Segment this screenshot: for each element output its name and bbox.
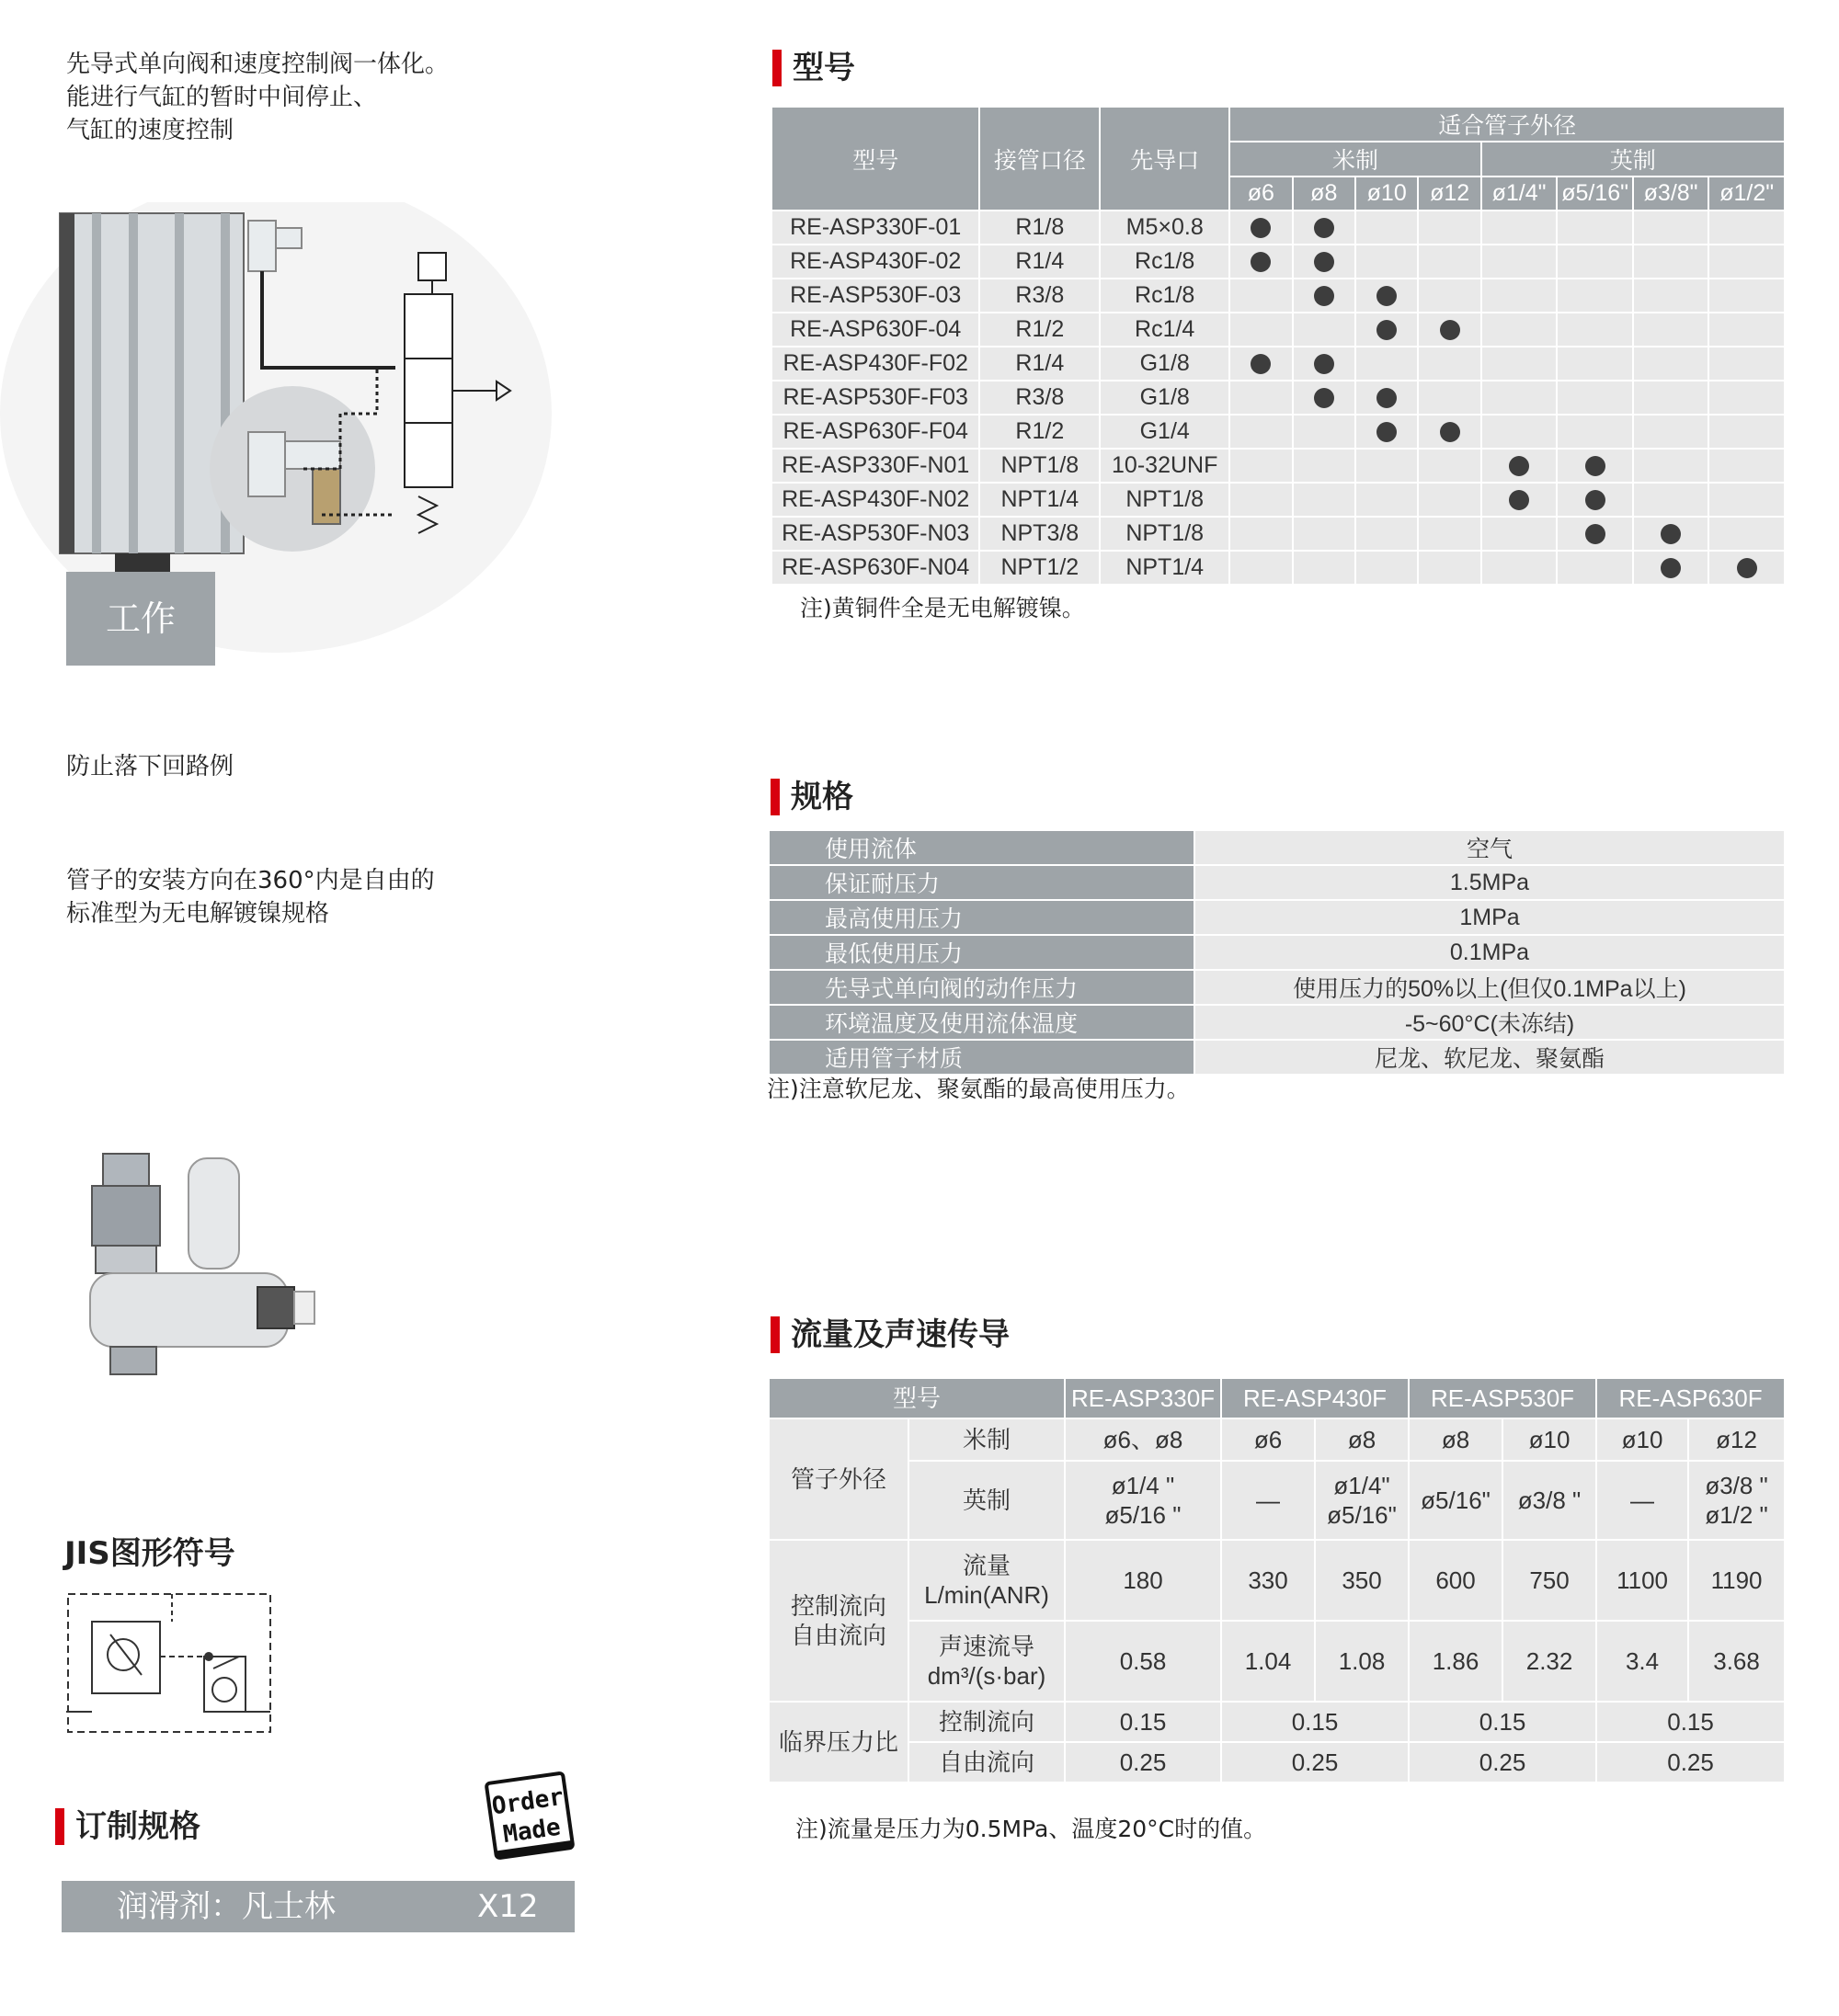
crit-free-cell: 0.25	[1409, 1742, 1596, 1783]
port-cell: NPT1/2	[979, 551, 1100, 585]
crit-control-label: 控制流向	[908, 1702, 1065, 1742]
compat-cell	[1557, 211, 1633, 245]
compat-cell	[1418, 279, 1480, 313]
crit-control-cell: 0.15	[1065, 1702, 1221, 1742]
compat-cell	[1481, 245, 1558, 279]
pilot-cell: Rc1/8	[1100, 279, 1229, 313]
sonic-label	[908, 1621, 1065, 1702]
metric-od-cell: ø8	[1409, 1418, 1502, 1461]
model-row	[771, 415, 1785, 449]
port-cell: R1/2	[979, 415, 1100, 449]
compat-cell	[1708, 483, 1785, 517]
compat-cell	[1633, 449, 1709, 483]
spec-row	[769, 830, 1785, 865]
intro-line: 先导式单向阀和速度控制阀一体化。	[66, 51, 450, 78]
compat-dot	[1737, 558, 1757, 578]
metric-od-cell: ø6	[1221, 1418, 1315, 1461]
spec-value: 尼龙、软尼龙、聚氨酯	[1194, 1040, 1785, 1075]
model-row	[771, 279, 1785, 313]
compat-cell	[1418, 415, 1480, 449]
compat-cell	[1557, 313, 1633, 347]
spec-value: 使用压力的50%以上(但仅0.1MPa以上)	[1194, 970, 1785, 1005]
compat-cell	[1229, 313, 1292, 347]
pilot-cell: NPT1/4	[1100, 551, 1229, 585]
metric-od-cell: ø6、ø8	[1065, 1418, 1221, 1461]
compat-cell	[1418, 483, 1480, 517]
pilot-cell: G1/8	[1100, 381, 1229, 415]
order-title: 订制规格	[55, 1806, 200, 1847]
flow-note: 注)流量是压力为0.5MPa、温度20°C时的值。	[795, 1816, 1267, 1842]
size-header: ø5/16"	[1557, 177, 1633, 211]
port-cell: R3/8	[979, 279, 1100, 313]
compat-cell	[1293, 245, 1355, 279]
spec-row	[769, 865, 1785, 900]
compat-dot	[1314, 354, 1334, 374]
pilot-col-header: 先导口	[1100, 107, 1229, 211]
model-cell: RE-ASP530F-F03	[771, 381, 979, 415]
model-cell: RE-ASP630F-N04	[771, 551, 979, 585]
compat-dot	[1314, 388, 1334, 408]
model-cell: RE-ASP630F-F04	[771, 415, 979, 449]
metric-od-cell: ø10	[1502, 1418, 1596, 1461]
spec-key: 最低使用压力	[769, 935, 1194, 970]
model-row	[771, 245, 1785, 279]
sonic-unit-line: dm³/(s·bar)	[927, 1662, 1046, 1690]
compat-cell	[1293, 313, 1355, 347]
compat-cell	[1355, 381, 1418, 415]
compat-cell	[1229, 483, 1292, 517]
model-row	[771, 551, 1785, 585]
port-cell: R1/8	[979, 211, 1100, 245]
spec-row	[769, 970, 1785, 1005]
compat-cell	[1481, 415, 1558, 449]
compat-cell	[1355, 449, 1418, 483]
compat-cell	[1293, 483, 1355, 517]
direction-label	[769, 1540, 908, 1702]
compat-cell	[1633, 381, 1709, 415]
compat-cell	[1355, 551, 1418, 585]
inch-od-cell: ø1/4" ø5/16"	[1315, 1461, 1409, 1540]
compat-cell	[1633, 347, 1709, 381]
pilot-cell: NPT1/8	[1100, 517, 1229, 551]
inch-od-cell: ø3/8 " ø1/2 "	[1688, 1461, 1785, 1540]
model-note: 注)黄铜件全是无电解镀镍。	[800, 595, 1085, 621]
compat-cell	[1557, 483, 1633, 517]
spec-value: -5~60°C(未冻结)	[1194, 1005, 1785, 1040]
compat-dot	[1314, 218, 1334, 238]
compat-cell	[1481, 517, 1558, 551]
compat-cell	[1229, 279, 1292, 313]
compat-dot	[1376, 422, 1397, 442]
model-row	[771, 313, 1785, 347]
free-direction-label: 自由流向	[790, 1622, 886, 1649]
compat-dot	[1509, 456, 1529, 476]
tube-od-header: 适合管子外径	[1229, 107, 1785, 142]
compat-cell	[1481, 211, 1558, 245]
spec-value: 1MPa	[1194, 900, 1785, 935]
compat-cell	[1418, 551, 1480, 585]
compat-cell	[1633, 279, 1709, 313]
pilot-cell: 10-32UNF	[1100, 449, 1229, 483]
compat-dot	[1376, 286, 1397, 306]
compat-cell	[1481, 449, 1558, 483]
sonic-label-line: 声速流导	[939, 1633, 1035, 1660]
pilot-cell: M5×0.8	[1100, 211, 1229, 245]
model-cell: RE-ASP530F-N03	[771, 517, 979, 551]
port-cell: NPT1/4	[979, 483, 1100, 517]
sonic-cell: 3.4	[1596, 1621, 1688, 1702]
flow-model-630: RE-ASP630F	[1596, 1378, 1785, 1418]
order-item-label: 润滑剂：凡士林	[117, 1888, 336, 1925]
compat-cell	[1293, 347, 1355, 381]
flow-model-530: RE-ASP530F	[1409, 1378, 1596, 1418]
compat-dot	[1585, 524, 1605, 544]
compat-dot	[1440, 422, 1460, 442]
inch-label: 英制	[908, 1461, 1065, 1540]
crit-free-cell: 0.25	[1221, 1742, 1409, 1783]
compat-dot	[1585, 456, 1605, 476]
compat-cell	[1355, 279, 1418, 313]
compat-dot	[1585, 490, 1605, 510]
compat-cell	[1355, 245, 1418, 279]
fitting-product-image	[83, 1140, 322, 1379]
compat-dot	[1251, 218, 1271, 238]
model-cell: RE-ASP630F-04	[771, 313, 979, 347]
jis-symbol-diagram	[66, 1590, 278, 1737]
compat-cell	[1708, 211, 1785, 245]
size-header: ø3/8"	[1633, 177, 1709, 211]
compat-cell	[1557, 517, 1633, 551]
model-row	[771, 517, 1785, 551]
spec-section-title: 规格	[771, 777, 853, 817]
spec-note: 注)注意软尼龙、聚氨酯的最高使用压力。	[767, 1076, 1190, 1102]
intro-text	[66, 48, 449, 147]
metric-od-cell: ø8	[1315, 1418, 1409, 1461]
compat-cell	[1633, 245, 1709, 279]
size-header: ø10	[1355, 177, 1418, 211]
sonic-cell: 0.58	[1065, 1621, 1221, 1702]
flow-model-430: RE-ASP430F	[1221, 1378, 1409, 1418]
inch-header: 英制	[1481, 142, 1785, 177]
compat-cell	[1418, 449, 1480, 483]
compat-dot	[1314, 286, 1334, 306]
compat-cell	[1481, 551, 1558, 585]
flow-rate-cell: 750	[1502, 1540, 1596, 1621]
crit-free-cell: 0.25	[1596, 1742, 1785, 1783]
flow-rate-cell: 350	[1315, 1540, 1409, 1621]
size-header: ø1/2"	[1708, 177, 1785, 211]
compat-dot	[1376, 320, 1397, 340]
crit-free-cell: 0.25	[1065, 1742, 1221, 1783]
compat-cell	[1708, 517, 1785, 551]
compat-cell	[1633, 415, 1709, 449]
crit-control-cell: 0.15	[1221, 1702, 1409, 1742]
model-row	[771, 449, 1785, 483]
spec-key: 保证耐压力	[769, 865, 1194, 900]
compat-dot	[1314, 252, 1334, 272]
compat-dot	[1376, 388, 1397, 408]
port-col-header: 接管口径	[979, 107, 1100, 211]
inch-od-cell: ø5/16"	[1409, 1461, 1502, 1540]
compat-cell	[1418, 313, 1480, 347]
spec-row	[769, 1005, 1785, 1040]
sonic-cell: 1.86	[1409, 1621, 1502, 1702]
port-cell: NPT3/8	[979, 517, 1100, 551]
compat-dot	[1661, 558, 1681, 578]
flow-model-330: RE-ASP330F	[1065, 1378, 1221, 1418]
compat-cell	[1633, 551, 1709, 585]
size-header: ø12	[1418, 177, 1480, 211]
port-cell: R1/4	[979, 347, 1100, 381]
model-cell: RE-ASP530F-03	[771, 279, 979, 313]
jis-title: JIS图形符号	[64, 1535, 235, 1572]
model-row	[771, 347, 1785, 381]
pilot-cell: Rc1/4	[1100, 313, 1229, 347]
port-cell: R3/8	[979, 381, 1100, 415]
inch-od-cell: ø3/8 "	[1502, 1461, 1596, 1540]
compat-cell	[1708, 415, 1785, 449]
crit-control-cell: 0.15	[1596, 1702, 1785, 1742]
inch-od-cell: —	[1221, 1461, 1315, 1540]
size-header: ø1/4"	[1481, 177, 1558, 211]
model-cell: RE-ASP330F-N01	[771, 449, 979, 483]
compat-cell	[1418, 517, 1480, 551]
tube-note-line: 管子的安装方向在360°内是自由的	[66, 867, 435, 894]
compat-cell	[1229, 415, 1292, 449]
tube-note-line: 标准型为无电解镀镍规格	[66, 900, 330, 928]
compat-cell	[1355, 483, 1418, 517]
metric-od-cell: ø12	[1688, 1418, 1785, 1461]
compat-cell	[1708, 313, 1785, 347]
fall-prevention-text: 防止落下回路例	[66, 753, 234, 780]
compat-cell	[1557, 415, 1633, 449]
spec-row	[769, 1040, 1785, 1075]
compat-cell	[1481, 279, 1558, 313]
model-row	[771, 381, 1785, 415]
size-header: ø6	[1229, 177, 1292, 211]
spec-key: 使用流体	[769, 830, 1194, 865]
model-row	[771, 483, 1785, 517]
control-direction-label: 控制流向	[790, 1592, 886, 1620]
compat-cell	[1557, 279, 1633, 313]
model-cell: RE-ASP430F-02	[771, 245, 979, 279]
pilot-cell: Rc1/8	[1100, 245, 1229, 279]
compat-cell	[1229, 347, 1292, 381]
compat-cell	[1229, 551, 1292, 585]
critical-ratio-label: 临界压力比	[769, 1702, 908, 1783]
sonic-cell: 2.32	[1502, 1621, 1596, 1702]
compat-cell	[1293, 551, 1355, 585]
compat-cell	[1708, 381, 1785, 415]
compat-cell	[1557, 347, 1633, 381]
badge-line: Made	[501, 1813, 563, 1850]
compat-cell	[1708, 449, 1785, 483]
spec-row	[769, 900, 1785, 935]
spec-key: 环境温度及使用流体温度	[769, 1005, 1194, 1040]
compat-cell	[1418, 347, 1480, 381]
compat-cell	[1293, 211, 1355, 245]
compat-cell	[1708, 279, 1785, 313]
compat-cell	[1557, 449, 1633, 483]
model-table	[771, 106, 1786, 586]
compat-cell	[1229, 245, 1292, 279]
flow-section-title: 流量及声速传导	[771, 1315, 1010, 1355]
order-item-code: X12	[477, 1888, 539, 1925]
spec-value: 1.5MPa	[1194, 865, 1785, 900]
tube-od-label: 管子外径	[769, 1418, 908, 1540]
sonic-cell: 1.08	[1315, 1621, 1409, 1702]
compat-cell	[1293, 415, 1355, 449]
sonic-cell: 3.68	[1688, 1621, 1785, 1702]
inch-od-cell: ø1/4 " ø5/16 "	[1065, 1461, 1221, 1540]
compat-cell	[1355, 347, 1418, 381]
compat-cell	[1557, 245, 1633, 279]
compat-cell	[1293, 381, 1355, 415]
model-section-title: 型号	[772, 48, 855, 88]
compat-cell	[1557, 381, 1633, 415]
compat-cell	[1708, 245, 1785, 279]
model-row	[771, 211, 1785, 245]
compat-cell	[1481, 313, 1558, 347]
spec-key: 适用管子材质	[769, 1040, 1194, 1075]
compat-cell	[1633, 313, 1709, 347]
intro-line: 气缸的速度控制	[66, 117, 234, 144]
metric-od-cell: ø10	[1596, 1418, 1688, 1461]
spec-table	[768, 829, 1786, 1076]
pilot-cell: G1/8	[1100, 347, 1229, 381]
spec-key: 最高使用压力	[769, 900, 1194, 935]
compat-cell	[1633, 211, 1709, 245]
compat-cell	[1418, 381, 1480, 415]
compat-dot	[1661, 524, 1681, 544]
inch-od-cell: —	[1596, 1461, 1688, 1540]
size-header: ø8	[1293, 177, 1355, 211]
port-cell: R1/4	[979, 245, 1100, 279]
compat-cell	[1355, 313, 1418, 347]
order-item-bar	[62, 1881, 575, 1932]
compat-cell	[1481, 483, 1558, 517]
model-cell: RE-ASP430F-N02	[771, 483, 979, 517]
flow-rate-cell: 180	[1065, 1540, 1221, 1621]
flow-rate-label: 流量 L/min(ANR)	[908, 1540, 1065, 1621]
compat-dot	[1251, 252, 1271, 272]
work-label: 工作	[66, 572, 215, 666]
flow-model-header: 型号	[769, 1378, 1065, 1418]
crit-control-cell: 0.15	[1409, 1702, 1596, 1742]
compat-cell	[1708, 551, 1785, 585]
compat-cell	[1229, 211, 1292, 245]
compat-cell	[1557, 551, 1633, 585]
flow-table	[768, 1377, 1786, 1783]
compat-cell	[1229, 449, 1292, 483]
intro-line: 能进行气缸的暂时中间停止、	[66, 84, 378, 111]
flow-rate-cell: 1100	[1596, 1540, 1688, 1621]
sonic-cell: 1.04	[1221, 1621, 1315, 1702]
compat-cell	[1708, 347, 1785, 381]
tube-note-text	[66, 864, 435, 930]
order-made-badge	[484, 1771, 575, 1860]
compat-cell	[1418, 245, 1480, 279]
spec-key: 先导式单向阀的动作压力	[769, 970, 1194, 1005]
model-cell: RE-ASP330F-01	[771, 211, 979, 245]
compat-cell	[1481, 381, 1558, 415]
metric-header: 米制	[1229, 142, 1481, 177]
spec-row	[769, 935, 1785, 970]
metric-label: 米制	[908, 1418, 1065, 1461]
compat-cell	[1229, 381, 1292, 415]
compat-cell	[1293, 517, 1355, 551]
port-cell: R1/2	[979, 313, 1100, 347]
flow-rate-cell: 1190	[1688, 1540, 1785, 1621]
model-col-header: 型号	[771, 107, 979, 211]
compat-dot	[1509, 490, 1529, 510]
compat-cell	[1355, 415, 1418, 449]
compat-cell	[1633, 483, 1709, 517]
compat-cell	[1481, 347, 1558, 381]
compat-cell	[1293, 279, 1355, 313]
compat-cell	[1418, 211, 1480, 245]
compat-cell	[1355, 517, 1418, 551]
compat-cell	[1355, 211, 1418, 245]
badge-line: Order	[490, 1783, 565, 1821]
compat-cell	[1293, 449, 1355, 483]
spec-value: 空气	[1194, 830, 1785, 865]
port-cell: NPT1/8	[979, 449, 1100, 483]
flow-rate-cell: 330	[1221, 1540, 1315, 1621]
pilot-cell: NPT1/8	[1100, 483, 1229, 517]
compat-cell	[1229, 517, 1292, 551]
model-cell: RE-ASP430F-F02	[771, 347, 979, 381]
spec-value: 0.1MPa	[1194, 935, 1785, 970]
flow-rate-cell: 600	[1409, 1540, 1502, 1621]
compat-dot	[1440, 320, 1460, 340]
crit-free-label: 自由流向	[908, 1742, 1065, 1783]
compat-dot	[1251, 354, 1271, 374]
pilot-cell: G1/4	[1100, 415, 1229, 449]
compat-cell	[1633, 517, 1709, 551]
